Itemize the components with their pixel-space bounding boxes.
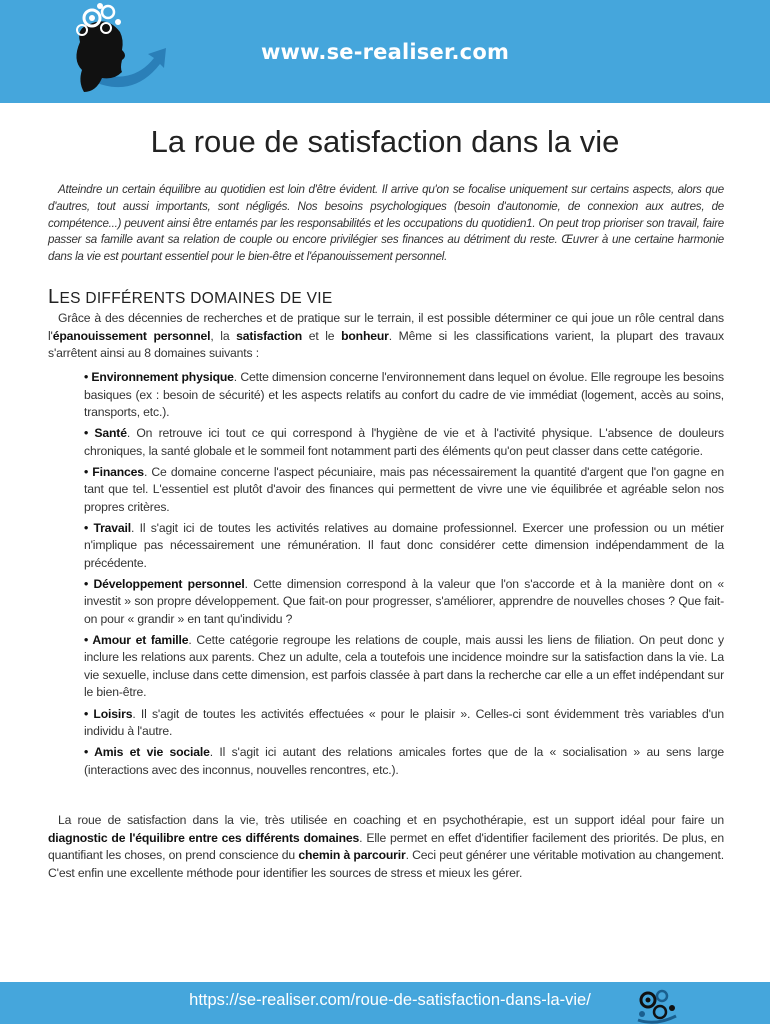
domain-name: • Amis et vie sociale	[84, 745, 210, 760]
domain-description: . Il s'agit ici de toutes les activités relatives au domaine professionnel. Exercer une profession ou un métier n'implique pas nécessairement une rémunération. Il faut donc considérer cette dimension indépendamment de la précédente.	[84, 520, 724, 570]
section-intro-text: , la	[210, 328, 237, 343]
domain-name: • Amour et famille	[84, 632, 189, 647]
domain-item-finances	[84, 464, 724, 517]
domain-name: • Finances	[84, 464, 144, 479]
domain-name: • Environnement physique	[84, 370, 234, 384]
header-banner	[0, 0, 770, 103]
section-intro-paragraph	[48, 310, 724, 363]
domain-description: . Il s'agit de toutes les activités effectuées « pour le plaisir ». Celles-ci sont évidemment très variables d'un individu à l'autre.	[84, 706, 725, 739]
conclusion-text: . Elle permet en effet d'identifier facilement des priorités. De plus, en quantifiant les choses, on prend conscience du	[48, 830, 724, 862]
domain-name: • Développement personnel	[84, 576, 245, 591]
conclusion-text: . Ceci peut générer une véritable motivation au changement. C'est enfin une excellente méthode pour identifier les sources de stress et mieux les gérer.	[48, 848, 725, 880]
footer-banner	[0, 982, 770, 1024]
domain-item-loisirs	[84, 706, 724, 741]
domain-name: • Loisirs	[84, 706, 133, 721]
section-intro-text: Grâce à des décennies de recherches et de pratique sur le terrain, il est possible déterminer ce qui joue un rôle central dans l'	[48, 311, 724, 343]
domain-name: • Travail	[84, 520, 132, 535]
domain-item-travail	[84, 520, 724, 573]
section-intro-text: et le	[302, 328, 342, 343]
domain-item-environnement	[84, 369, 724, 422]
domain-item-amis	[84, 744, 724, 779]
section-intro-bold: épanouissement personnel	[52, 328, 211, 343]
footer-article-url[interactable]: https://se-realiser.com/roue-de-satisfaction-dans-la-vie/	[189, 991, 591, 1009]
domains-list	[84, 369, 724, 783]
header-website-url[interactable]: www.se-realiser.com	[260, 40, 510, 64]
domain-description: . On retrouve ici tout ce qui correspond à l'hygiène de vie et à l'activité physique. L'absence de douleurs chroniques, la santé globale et le sommeil font notamment parti des éléments qu'on peut classer dans cette catégorie.	[84, 426, 724, 458]
domain-item-amour-famille	[84, 632, 724, 702]
gears-logo-icon	[634, 986, 680, 1024]
domain-description: . Ce domaine concerne l'aspect pécuniaire, mais pas nécessairement la quantité d'argent que l'on gagne en tant que tel. L'essentiel est plutôt d'avoir des finances qui permettent de vivre une vie équilibrée et agréable selon nos propres critères.	[84, 464, 724, 514]
conclusion-text: La roue de satisfaction dans la vie, très utilisée en coaching et en psychothérapie, est un support idéal pour faire un	[58, 813, 724, 827]
domain-item-developpement	[84, 576, 724, 629]
conclusion-bold: diagnostic de l'équilibre entre ces différents domaines	[48, 830, 360, 845]
domain-name: • Santé	[84, 426, 127, 441]
domain-description: . Il s'agit ici autant des relations amicales fortes que de la « socialisation » au sens large (interactions avec des inconnus, nouvelles rencontres, etc.).	[84, 745, 724, 777]
page-title: La roue de satisfaction dans la vie	[150, 124, 620, 159]
section-heading-capital: L	[48, 286, 60, 308]
domain-description: . Cette dimension correspond à la valeur que l'on s'accorde et à la manière dont on « investit » son propre développement. Que fait-on pour progresser, s'améliorer, apprendre de nouvelles choses ? Que fait-on pour « grandir » en tant qu'individu ?	[84, 576, 724, 626]
conclusion-paragraph	[48, 812, 724, 882]
section-heading-rest: ES DIFFÉRENTS DOMAINES DE VIE	[59, 290, 333, 307]
section-intro-text: . Même si les classifications varient, la plupart des travaux s'arrêtent ainsi au 8 domaines suivants :	[48, 328, 724, 360]
domain-item-sante	[84, 425, 724, 460]
domain-description: . Cette dimension concerne l'environnement dans lequel on évolue. Elle regroupe les besoins basiques (ex : besoin de sécurité) et les aspects relatifs au confort du cadre de vie immédiat (logement, accès au soins, transports, etc.).	[84, 370, 724, 419]
intro-paragraph: Atteindre un certain équilibre au quotidien est loin d'être évident. Il arrive qu'on se focalise uniquement sur certains aspects, alors que d'autres, tout aussi importants, sont négligés. Nos besoins psychologiques (besoin d'autonomie, de connexion aux autres, de compétence...) peuvent ainsi être entamés par les responsabilités et les occupations du quotidien1. On peut trop prioriser son travail, faire passer sa famille avant sa relation de couple ou encore privilégier ses finances au détriment du reste. Œuvrer à une certaine harmonie dans la vie est pourtant essentiel pour le bien-être et l'épanouissement personnel.	[48, 183, 724, 264]
conclusion-bold: chemin à parcourir	[298, 848, 406, 862]
section-intro-bold: bonheur	[341, 328, 389, 343]
domain-description: . Cette catégorie regroupe les relations de couple, mais aussi les liens de filiation. On peut donc y inclure les relations aux parents. Chez un adulte, cela a toutefois une incidence moindre sur la satisfaction dans la vie. La vie sexuelle, incluse dans cette dimension, est parfois classée à part dans la recherche car elle a un effet indépendant sur le bien-être.	[84, 632, 724, 700]
section-heading	[48, 286, 333, 309]
section-intro-bold: satisfaction	[236, 328, 303, 343]
